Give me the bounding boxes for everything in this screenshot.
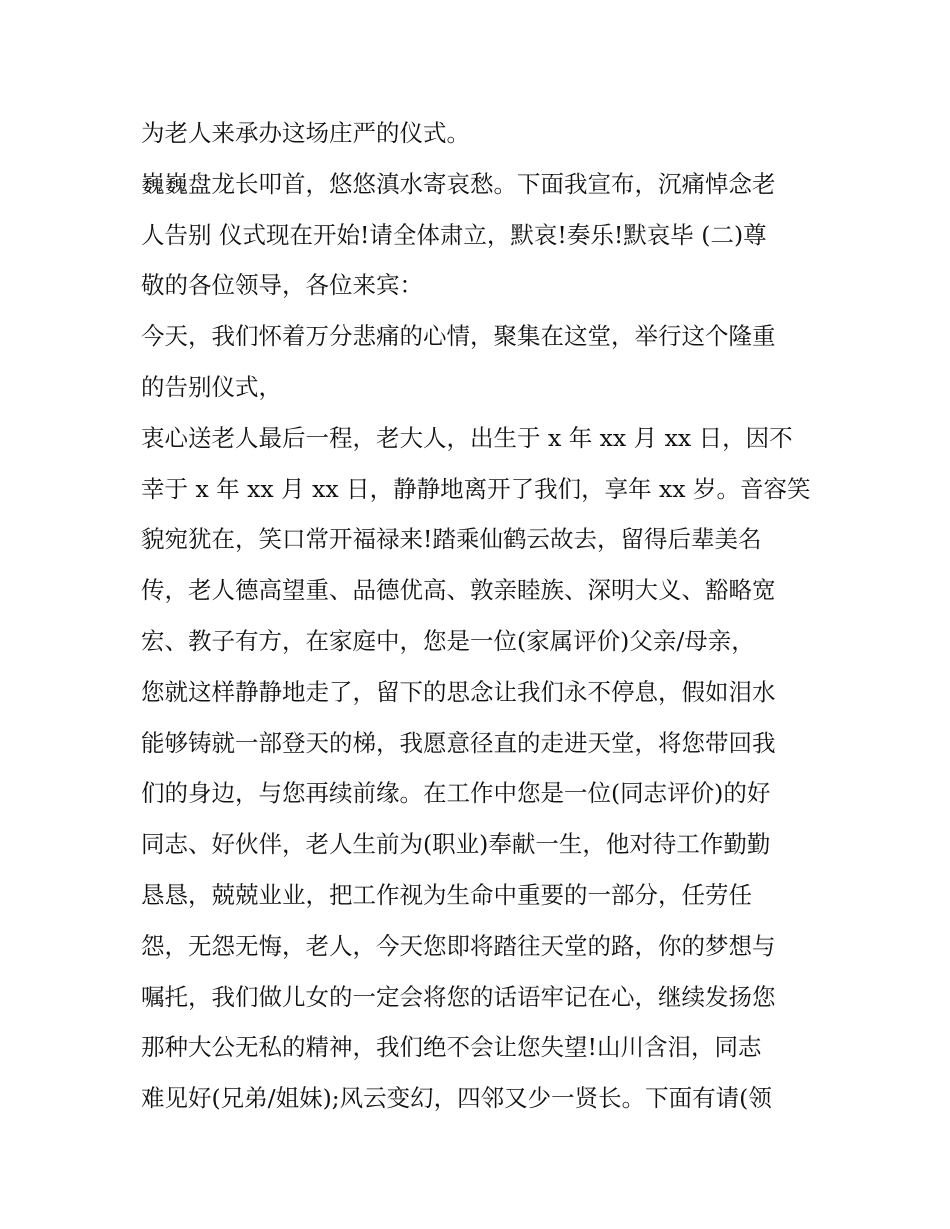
text-line: 您就这样静静地走了，留下的思念让我们永不停息，假如泪水	[141, 677, 776, 706]
text-line: 怨，无怨无悔，老人，今天您即将踏往天堂的路，你的梦想与	[141, 931, 776, 960]
text-line: 幸于 x 年 xx 月 xx 日，静静地离开了我们，享年 xx 岁。音容笑	[141, 474, 811, 503]
text-line: 恳恳，兢兢业业，把工作视为生命中重要的一部分，任劳任	[141, 880, 752, 909]
text-line: 衷心送老人最后一程，老大人，出生于 x 年 xx 月 xx 日，因不	[141, 423, 793, 452]
text-line: 难见好(兄弟/姐妹);风云变幻，四邻又少一贤长。下面有请(领	[141, 1084, 772, 1113]
text-line: 今天，我们怀着万分悲痛的心情，聚集在这堂，举行这个隆重	[141, 322, 776, 351]
text-line: 宏、教子有方，在家庭中，您是一位(家属评价)父亲/母亲，	[141, 626, 755, 655]
text-line: 们的身边，与您再续前缘。在工作中您是一位(同志评价)的好	[141, 779, 771, 808]
text-line: 的告别仪式，	[141, 372, 282, 401]
text-line: 为老人来承办这场庄严的仪式。	[141, 119, 470, 147]
text-line: 巍巍盘龙长叩首，悠悠滇水寄哀愁。下面我宣布，沉痛悼念老	[141, 169, 776, 198]
text-line: 人告别 仪式现在开始!请全体肃立，默哀!奏乐!默哀毕 (二)尊	[141, 220, 767, 249]
text-line: 貌宛犹在，笑口常开福禄来!踏乘仙鹤云故去，留得后辈美名	[141, 525, 762, 554]
text-line: 敬的各位领导，各位来宾：	[141, 271, 423, 300]
text-line: 同志、好伙伴，老人生前为(职业)奉献一生，他对待工作勤勤	[141, 830, 771, 859]
text-line: 能够铸就一部登天的梯，我愿意径直的走进天堂，将您带回我	[141, 728, 776, 757]
text-line: 传，老人德高望重、品德优高、敦亲睦族、深明大义、豁略宽	[141, 576, 776, 605]
text-line: 那种大公无私的精神，我们绝不会让您失望!山川含泪，同志	[141, 1033, 762, 1062]
text-line: 嘱托，我们做儿女的一定会将您的话语牢记在心，继续发扬您	[141, 982, 776, 1011]
body-text	[141, 108, 821, 1124]
